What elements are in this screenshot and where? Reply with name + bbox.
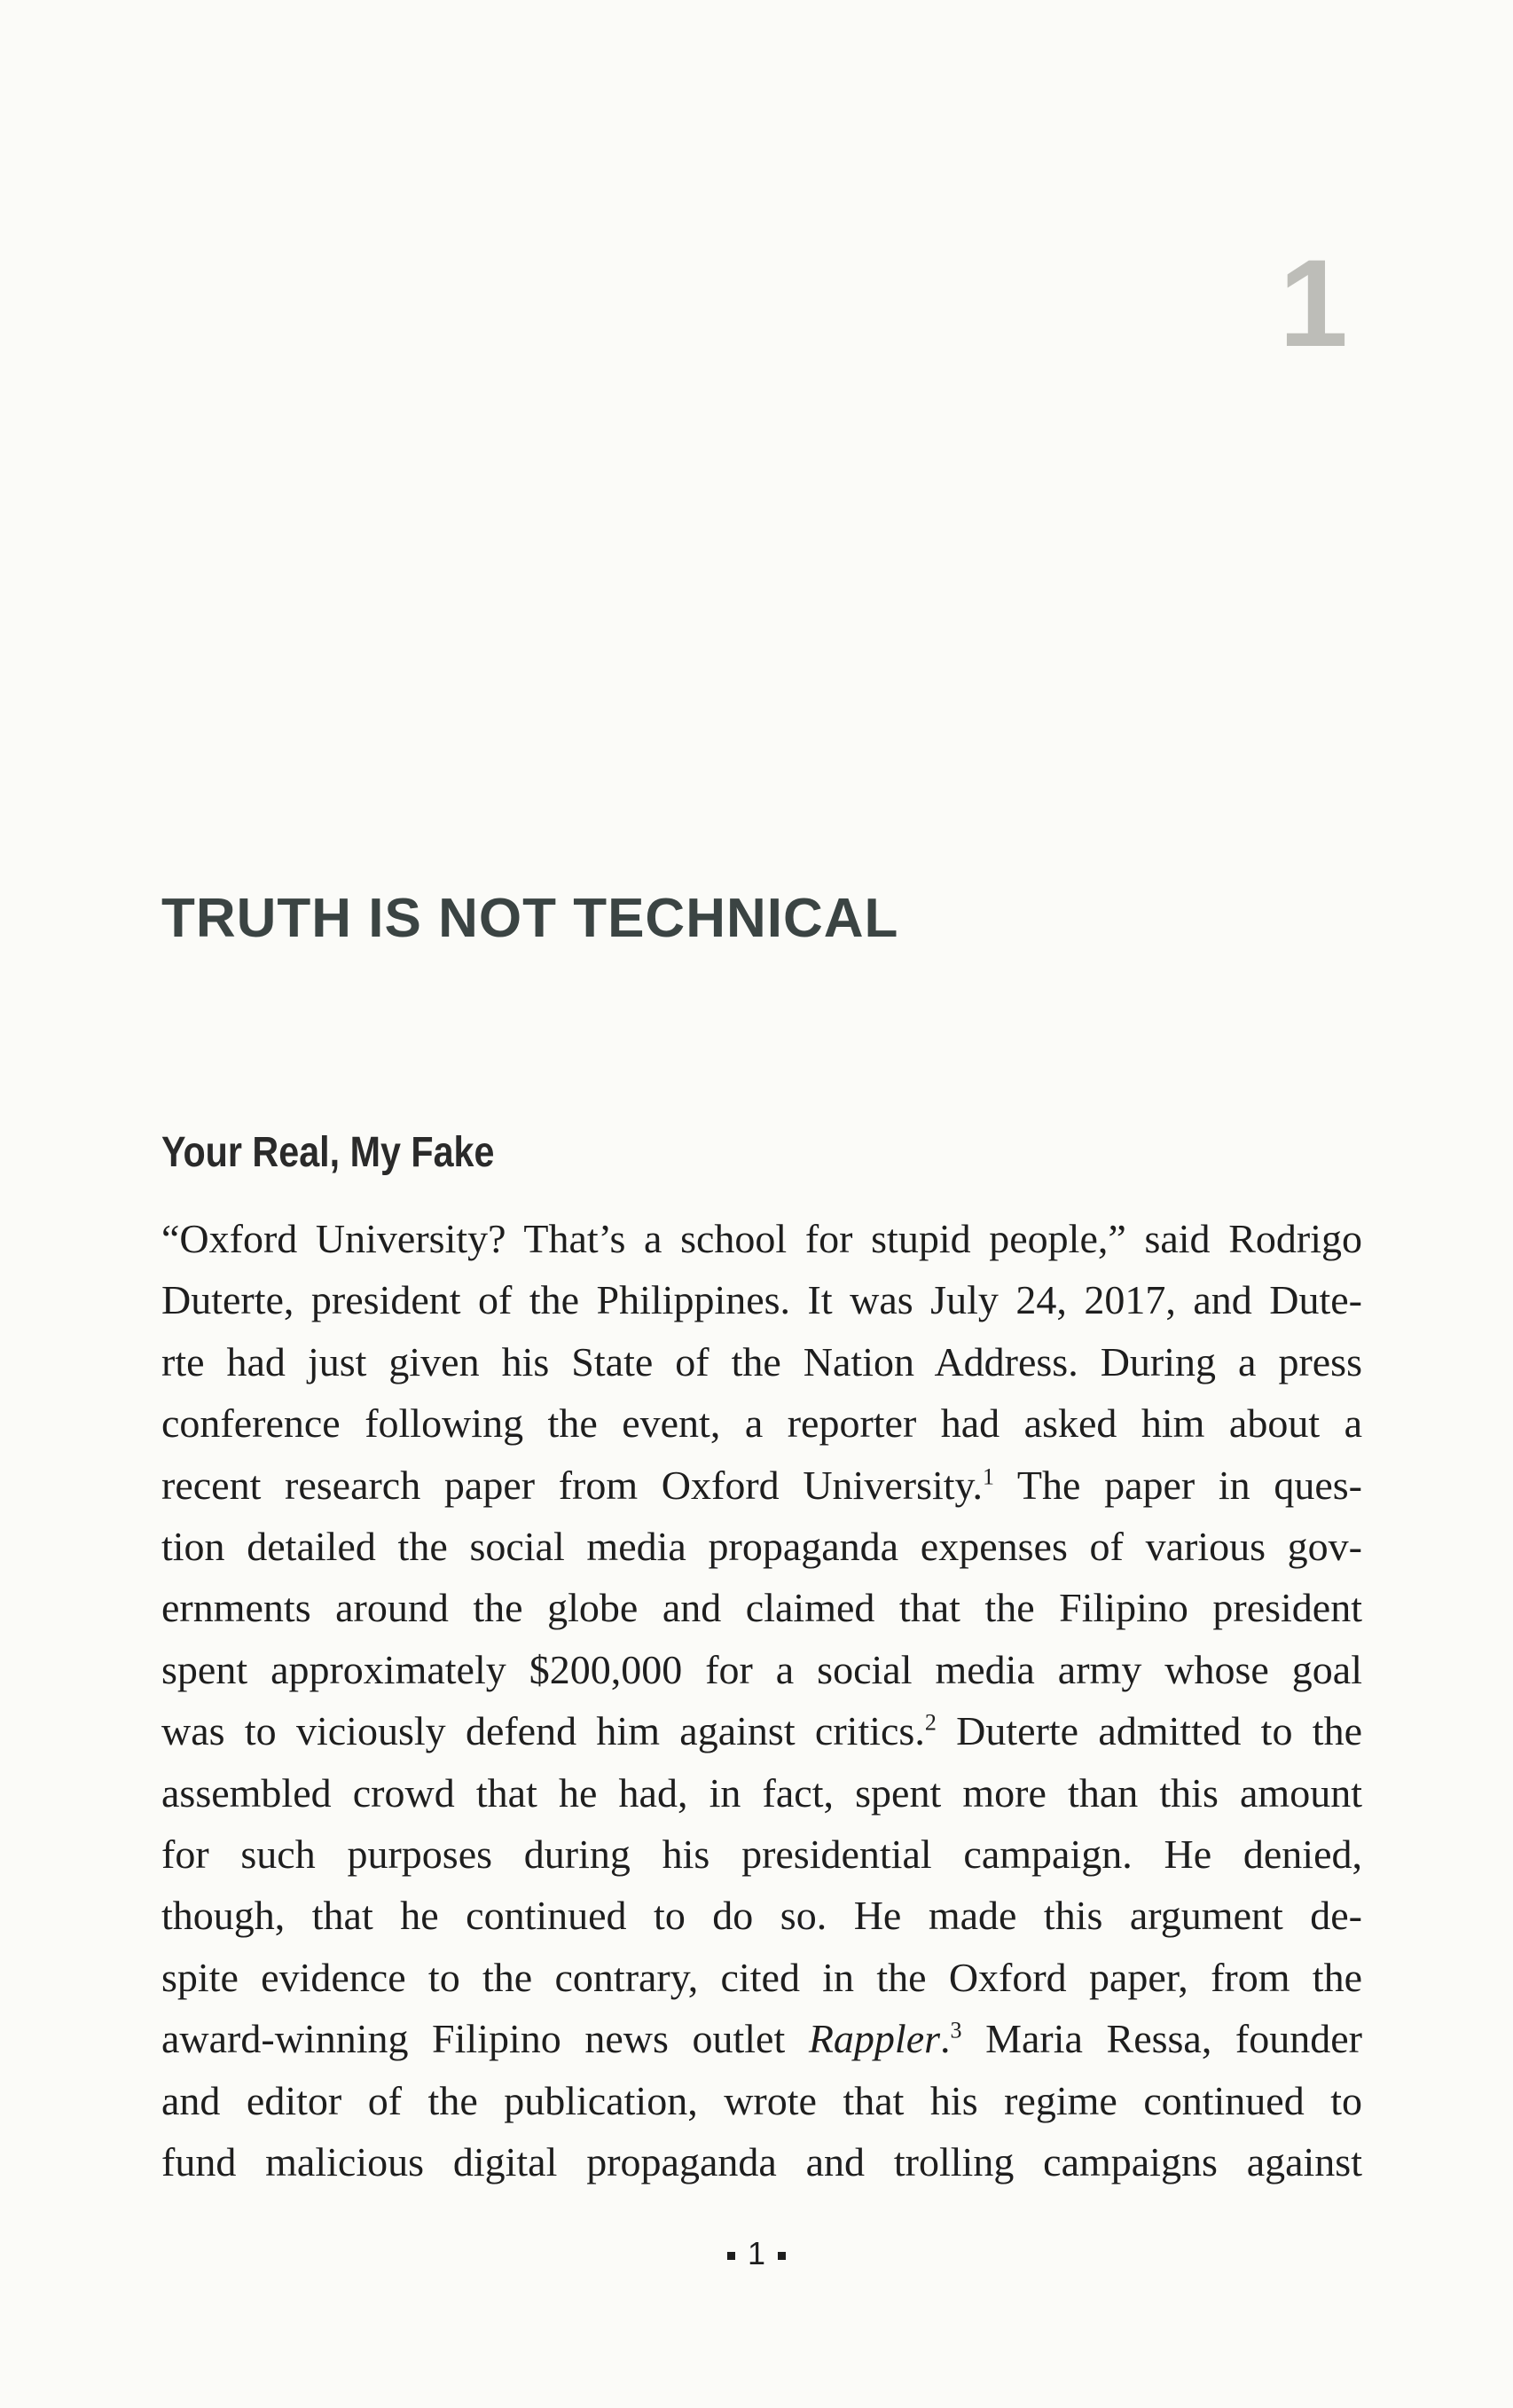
text-line: Duterte, president of the Philippines. It was July 24, 2017, and Dute- (161, 1277, 1362, 1323)
section-heading: Your Real, My Fake (161, 1129, 495, 1176)
text-line: rte had just given his State of the Nation Address. During a press (161, 1338, 1362, 1384)
text-line (161, 2008, 1362, 2069)
footnote-marker: 3 (950, 2017, 962, 2043)
text-line: assembled crowd that he had, in fact, spent more than this amount (161, 1769, 1362, 1816)
text-line: though, that he continued to do so. He made this argument de- (161, 1893, 1362, 1939)
text-segment: . (940, 2016, 951, 2062)
footnote-marker: 2 (924, 1709, 937, 1736)
text-line: fund malicious digital propaganda and trolling campaigns against (161, 2139, 1362, 2185)
body-paragraph (161, 1208, 1362, 2193)
folio-dot-left (727, 2252, 735, 2260)
chapter-title: TRUTH IS NOT TECHNICAL (161, 888, 899, 949)
text-line: tion detailed the social media propaganda expenses of various gov- (161, 1524, 1362, 1570)
text-line: conference following the event, a reporter had asked him about a (161, 1400, 1362, 1447)
text-segment: was to viciously defend him against critics. (161, 1708, 925, 1754)
text-line (161, 1700, 1362, 1761)
text-line: spite evidence to the contrary, cited in the Oxford paper, from the (161, 1954, 1362, 2000)
text-segment: Maria Ressa, founder (961, 2016, 1362, 2062)
folio-dot-right (778, 2252, 786, 2260)
text-line: for such purposes during his presidential campaign. He denied, (161, 1831, 1362, 1878)
text-segment: award-winning Filipino news outlet (161, 2016, 809, 2062)
chapter-number: 1 (1279, 233, 1348, 373)
text-line (161, 1455, 1362, 1516)
text-line: spent approximately $200,000 for a social media army whose goal (161, 1646, 1362, 1692)
text-segment: The paper in ques- (994, 1462, 1362, 1508)
text-line: ernments around the globe and claimed that the Filipino president (161, 1585, 1362, 1631)
text-line: “Oxford University? That’s a school for stupid people,” said Rodrigo (161, 1216, 1362, 1261)
text-segment: Duterte admitted to the (936, 1708, 1362, 1754)
page-number: 1 (747, 2235, 766, 2271)
page-footer (0, 2235, 1513, 2272)
text-segment: recent research paper from Oxford University. (161, 1462, 984, 1508)
footnote-marker: 1 (983, 1463, 995, 1490)
text-line: and editor of the publication, wrote that his regime continued to (161, 2077, 1362, 2123)
publication-name: Rappler (808, 2016, 941, 2062)
